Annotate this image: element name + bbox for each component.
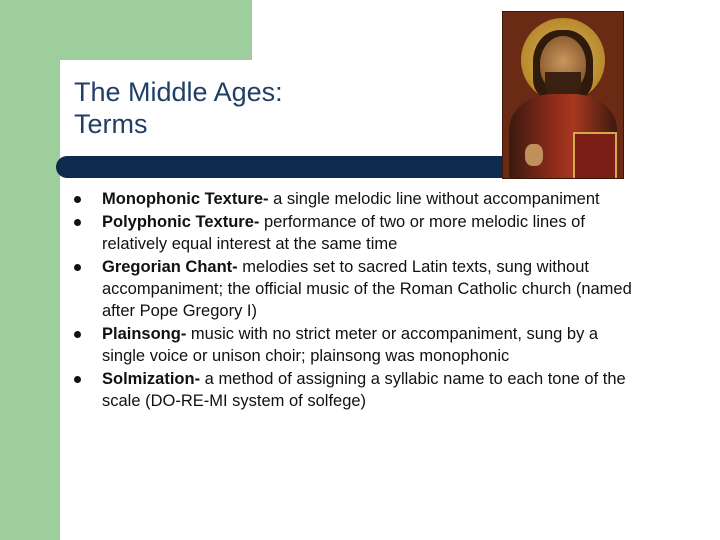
term-name: Polyphonic Texture- [102, 213, 260, 231]
slide-title [74, 76, 494, 140]
term-definition: music with no strict meter or accompaniment, sung by a single voice or unison choir; plainsong was monophonic [102, 325, 599, 365]
bullet-icon [74, 376, 81, 383]
terms-list [74, 188, 634, 413]
hand-shape [525, 144, 543, 166]
bullet-icon [74, 196, 81, 203]
bullet-icon [74, 264, 81, 271]
term-name: Solmization- [102, 370, 201, 388]
term-definition: melodies set to sacred Latin texts, sung without accompaniment; the official music of the Roman Catholic church (named after Pope Gregory I) [102, 258, 632, 320]
term-name: Plainsong- [102, 325, 187, 343]
top-accent-block [0, 0, 252, 60]
left-accent-bar [0, 0, 60, 540]
title-line-1: The Middle Ages: [74, 77, 283, 107]
list-item [74, 188, 634, 210]
term-definition: a method of assigning a syllabic name to each tone of the scale (DO-RE-MI system of solfege) [102, 370, 626, 410]
bullet-icon [74, 219, 81, 226]
list-item [74, 211, 634, 255]
term-definition: a single melodic line without accompaniment [268, 190, 600, 208]
title-line-2: Terms [74, 109, 148, 139]
term-name: Monophonic Texture- [102, 190, 269, 208]
list-item [74, 256, 634, 322]
list-item [74, 368, 634, 412]
term-name: Gregorian Chant- [102, 258, 238, 276]
book-shape [573, 132, 617, 178]
title-divider-bar [56, 156, 526, 178]
byzantine-icon-image [503, 12, 623, 178]
term-definition: performance of two or more melodic lines of relatively equal interest at the same time [102, 213, 585, 253]
list-item [74, 323, 634, 367]
bullet-icon [74, 331, 81, 338]
